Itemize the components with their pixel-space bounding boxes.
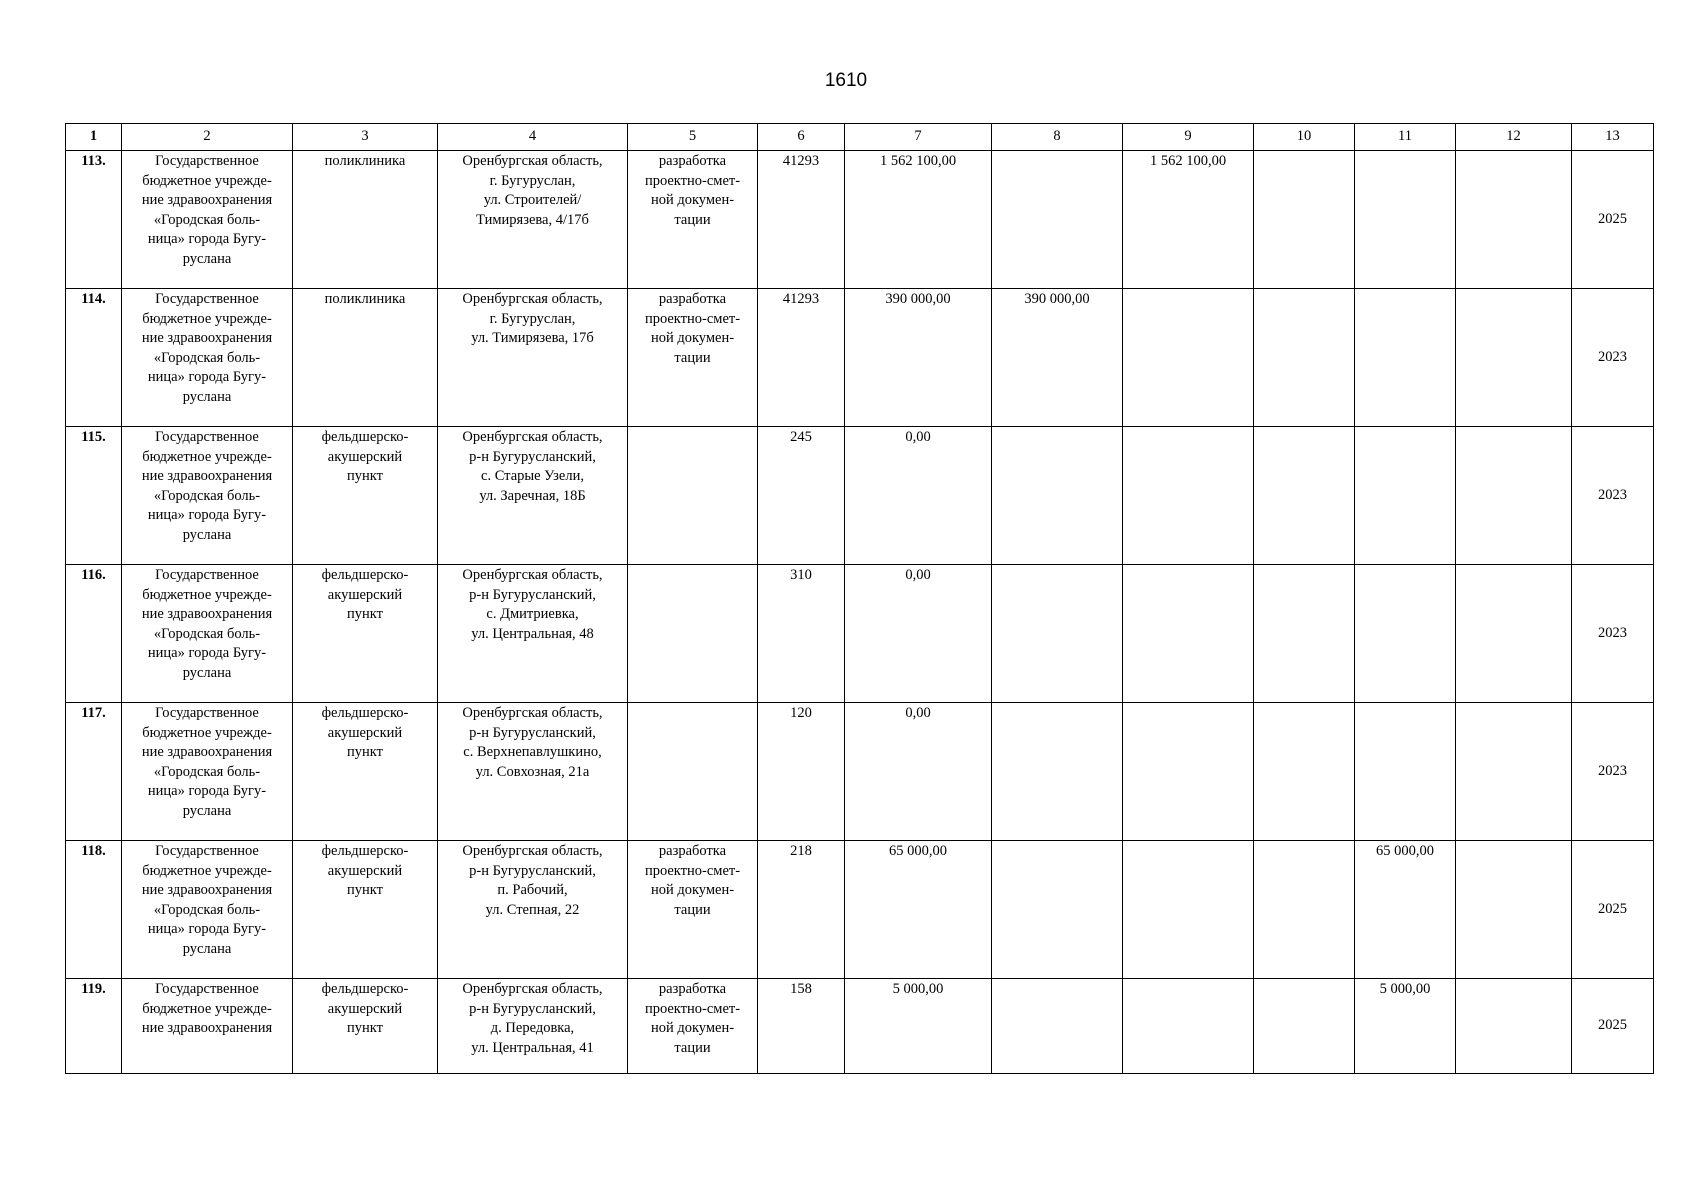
col-12-cell xyxy=(1456,565,1572,703)
organization-cell xyxy=(122,565,293,703)
work-type-cell xyxy=(628,703,758,841)
facility-type-cell-text: фельдшерско- акушерский пункт xyxy=(321,843,409,898)
column-header: 10 xyxy=(1254,124,1355,151)
facility-type-cell xyxy=(293,841,438,979)
work-type-cell xyxy=(628,979,758,1074)
organization-cell-text: Государственное бюджетное учрежде- ние здравоохранения «Городская боль- ница» города Бугу- руслана xyxy=(141,843,273,957)
col-11-cell xyxy=(1355,841,1456,979)
col-6-cell-text: 218 xyxy=(790,843,812,859)
work-type-cell-text: разработка проектно-смет- ной докумен- тации xyxy=(644,291,741,366)
col-8-cell xyxy=(992,289,1123,427)
organization-cell xyxy=(122,979,293,1074)
col-7-cell xyxy=(845,289,992,427)
row-number-cell-text: 118. xyxy=(81,843,106,859)
col-7-cell xyxy=(845,151,992,289)
facility-type-cell-text: фельдшерско- акушерский пункт xyxy=(321,567,409,622)
col-7-cell xyxy=(845,703,992,841)
address-cell-text: Оренбургская область, р-н Бугурусланский, с. Старые Узели, ул. Заречная, 18Б xyxy=(462,429,603,504)
row-number-cell-text: 119. xyxy=(81,981,106,997)
col-11-cell xyxy=(1355,703,1456,841)
row-number-cell-text: 116. xyxy=(81,567,106,583)
col-11-cell xyxy=(1355,289,1456,427)
col-11-cell-text: 65 000,00 xyxy=(1376,843,1434,859)
column-number-row xyxy=(66,124,1654,151)
col-8-cell xyxy=(992,565,1123,703)
row-number-cell-text: 115. xyxy=(81,429,106,445)
col-8-cell xyxy=(992,841,1123,979)
col-9-cell xyxy=(1123,151,1254,289)
work-type-cell-text: разработка проектно-смет- ной докумен- тации xyxy=(644,843,741,918)
year-cell-text: 2025 xyxy=(1598,900,1627,917)
col-9-cell xyxy=(1123,841,1254,979)
page-number: 1610 xyxy=(824,70,868,91)
col-6-cell xyxy=(758,151,845,289)
column-header: 13 xyxy=(1572,124,1654,151)
facility-type-cell-text: поликлиника xyxy=(324,291,406,307)
year-cell xyxy=(1572,565,1654,703)
col-10-cell xyxy=(1254,841,1355,979)
facility-type-cell-text: фельдшерско- акушерский пункт xyxy=(321,429,409,484)
organization-cell-text: Государственное бюджетное учрежде- ние здравоохранения «Городская боль- ница» города Бугу- руслана xyxy=(141,429,273,543)
organization-cell-text: Государственное бюджетное учрежде- ние здравоохранения «Городская боль- ница» города Бугу- руслана xyxy=(141,567,273,681)
organization-cell xyxy=(122,151,293,289)
column-header: 12 xyxy=(1456,124,1572,151)
row-number-cell xyxy=(66,979,122,1074)
organization-cell xyxy=(122,703,293,841)
col-9-cell xyxy=(1123,289,1254,427)
facility-type-cell-text: фельдшерско- акушерский пункт xyxy=(321,705,409,760)
col-6-cell-text: 120 xyxy=(790,705,812,721)
address-cell xyxy=(438,289,628,427)
col-6-cell xyxy=(758,289,845,427)
column-header: 4 xyxy=(438,124,628,151)
col-7-cell-text: 390 000,00 xyxy=(885,291,951,307)
year-cell-text: 2023 xyxy=(1598,486,1627,503)
col-10-cell xyxy=(1254,427,1355,565)
table-row xyxy=(66,979,1654,1074)
row-number-cell xyxy=(66,427,122,565)
col-6-cell-text: 245 xyxy=(790,429,812,445)
col-10-cell xyxy=(1254,565,1355,703)
organization-cell-text: Государственное бюджетное учрежде- ние здравоохранения «Городская боль- ница» города Бугу- руслана xyxy=(141,291,273,405)
address-cell xyxy=(438,703,628,841)
col-8-cell xyxy=(992,703,1123,841)
facility-type-cell-text: фельдшерско- акушерский пункт xyxy=(321,981,409,1036)
address-cell xyxy=(438,565,628,703)
register-table xyxy=(65,123,1654,1074)
year-cell-text: 2023 xyxy=(1598,624,1627,641)
work-type-cell xyxy=(628,565,758,703)
col-7-cell xyxy=(845,979,992,1074)
col-8-cell xyxy=(992,151,1123,289)
organization-cell xyxy=(122,289,293,427)
organization-cell xyxy=(122,427,293,565)
col-9-cell xyxy=(1123,427,1254,565)
column-header: 11 xyxy=(1355,124,1456,151)
col-11-cell xyxy=(1355,427,1456,565)
year-cell-text: 2023 xyxy=(1598,348,1627,365)
organization-cell xyxy=(122,841,293,979)
column-header: 8 xyxy=(992,124,1123,151)
col-12-cell xyxy=(1456,289,1572,427)
table-row xyxy=(66,289,1654,427)
col-10-cell xyxy=(1254,151,1355,289)
facility-type-cell xyxy=(293,979,438,1074)
col-7-cell-text: 0,00 xyxy=(905,429,931,445)
col-6-cell xyxy=(758,565,845,703)
address-cell xyxy=(438,841,628,979)
column-header: 2 xyxy=(122,124,293,151)
col-7-cell xyxy=(845,427,992,565)
col-7-cell xyxy=(845,565,992,703)
facility-type-cell xyxy=(293,427,438,565)
col-9-cell xyxy=(1123,703,1254,841)
address-cell-text: Оренбургская область, р-н Бугурусланский, с. Дмитриевка, ул. Центральная, 48 xyxy=(462,567,603,642)
col-10-cell xyxy=(1254,289,1355,427)
row-number-cell-text: 114. xyxy=(81,291,106,307)
row-number-cell xyxy=(66,841,122,979)
address-cell xyxy=(438,151,628,289)
col-11-cell xyxy=(1355,979,1456,1074)
column-header: 5 xyxy=(628,124,758,151)
row-number-cell-text: 113. xyxy=(81,153,106,169)
row-number-cell xyxy=(66,703,122,841)
year-cell-text: 2023 xyxy=(1598,762,1627,779)
facility-type-cell-text: поликлиника xyxy=(324,153,406,169)
row-number-cell-text: 117. xyxy=(81,705,106,721)
column-header: 7 xyxy=(845,124,992,151)
organization-cell-text: Государственное бюджетное учрежде- ние здравоохранения xyxy=(141,981,273,1036)
work-type-cell xyxy=(628,841,758,979)
col-7-cell-text: 0,00 xyxy=(905,567,931,583)
year-cell xyxy=(1572,703,1654,841)
col-11-cell-text: 5 000,00 xyxy=(1379,981,1431,997)
organization-cell-text: Государственное бюджетное учрежде- ние здравоохранения «Городская боль- ница» города Бугу- руслана xyxy=(141,153,273,267)
address-cell-text: Оренбургская область, р-н Бугурусланский, с. Верхнепавлушкино, ул. Совхозная, 21а xyxy=(462,705,603,780)
col-8-cell xyxy=(992,427,1123,565)
work-type-cell xyxy=(628,289,758,427)
column-header: 1 xyxy=(66,124,122,151)
col-8-cell-text: 390 000,00 xyxy=(1024,291,1090,307)
col-6-cell xyxy=(758,979,845,1074)
row-number-cell xyxy=(66,151,122,289)
table-row xyxy=(66,841,1654,979)
col-12-cell xyxy=(1456,703,1572,841)
col-6-cell-text: 41293 xyxy=(782,153,820,169)
col-6-cell-text: 310 xyxy=(790,567,812,583)
address-cell xyxy=(438,979,628,1074)
col-6-cell xyxy=(758,703,845,841)
col-6-cell xyxy=(758,841,845,979)
year-cell xyxy=(1572,427,1654,565)
col-6-cell xyxy=(758,427,845,565)
col-12-cell xyxy=(1456,427,1572,565)
col-7-cell-text: 1 562 100,00 xyxy=(879,153,957,169)
col-7-cell-text: 0,00 xyxy=(905,705,931,721)
year-cell xyxy=(1572,289,1654,427)
col-9-cell xyxy=(1123,565,1254,703)
address-cell-text: Оренбургская область, р-н Бугурусланский, д. Передовка, ул. Центральная, 41 xyxy=(462,981,603,1056)
table-row xyxy=(66,151,1654,289)
col-7-cell-text: 65 000,00 xyxy=(889,843,947,859)
table-row xyxy=(66,565,1654,703)
facility-type-cell xyxy=(293,703,438,841)
row-number-cell xyxy=(66,289,122,427)
column-header: 3 xyxy=(293,124,438,151)
col-7-cell xyxy=(845,841,992,979)
column-header: 6 xyxy=(758,124,845,151)
column-header: 9 xyxy=(1123,124,1254,151)
col-6-cell-text: 41293 xyxy=(782,291,820,307)
address-cell-text: Оренбургская область, р-н Бугурусланский, п. Рабочий, ул. Степная, 22 xyxy=(462,843,603,918)
table-row xyxy=(66,703,1654,841)
col-12-cell xyxy=(1456,151,1572,289)
col-9-cell-text: 1 562 100,00 xyxy=(1149,153,1227,169)
col-8-cell xyxy=(992,979,1123,1074)
year-cell-text: 2025 xyxy=(1598,210,1627,227)
col-10-cell xyxy=(1254,979,1355,1074)
col-10-cell xyxy=(1254,703,1355,841)
col-6-cell-text: 158 xyxy=(790,981,812,997)
year-cell xyxy=(1572,979,1654,1074)
col-7-cell-text: 5 000,00 xyxy=(892,981,944,997)
work-type-cell xyxy=(628,151,758,289)
table-row xyxy=(66,427,1654,565)
col-12-cell xyxy=(1456,979,1572,1074)
address-cell xyxy=(438,427,628,565)
row-number-cell xyxy=(66,565,122,703)
col-11-cell xyxy=(1355,565,1456,703)
work-type-cell-text: разработка проектно-смет- ной докумен- тации xyxy=(644,153,741,228)
facility-type-cell xyxy=(293,565,438,703)
work-type-cell xyxy=(628,427,758,565)
work-type-cell-text: разработка проектно-смет- ной докумен- тации xyxy=(644,981,741,1056)
organization-cell-text: Государственное бюджетное учрежде- ние здравоохранения «Городская боль- ница» города Бугу- руслана xyxy=(141,705,273,819)
facility-type-cell xyxy=(293,151,438,289)
address-cell-text: Оренбургская область, г. Бугуруслан, ул. Строителей/ Тимирязева, 4/17б xyxy=(462,153,603,228)
facility-type-cell xyxy=(293,289,438,427)
address-cell-text: Оренбургская область, г. Бугуруслан, ул. Тимирязева, 17б xyxy=(462,291,603,346)
col-11-cell xyxy=(1355,151,1456,289)
col-12-cell xyxy=(1456,841,1572,979)
year-cell-text: 2025 xyxy=(1598,1017,1627,1034)
year-cell xyxy=(1572,841,1654,979)
year-cell xyxy=(1572,151,1654,289)
col-9-cell xyxy=(1123,979,1254,1074)
